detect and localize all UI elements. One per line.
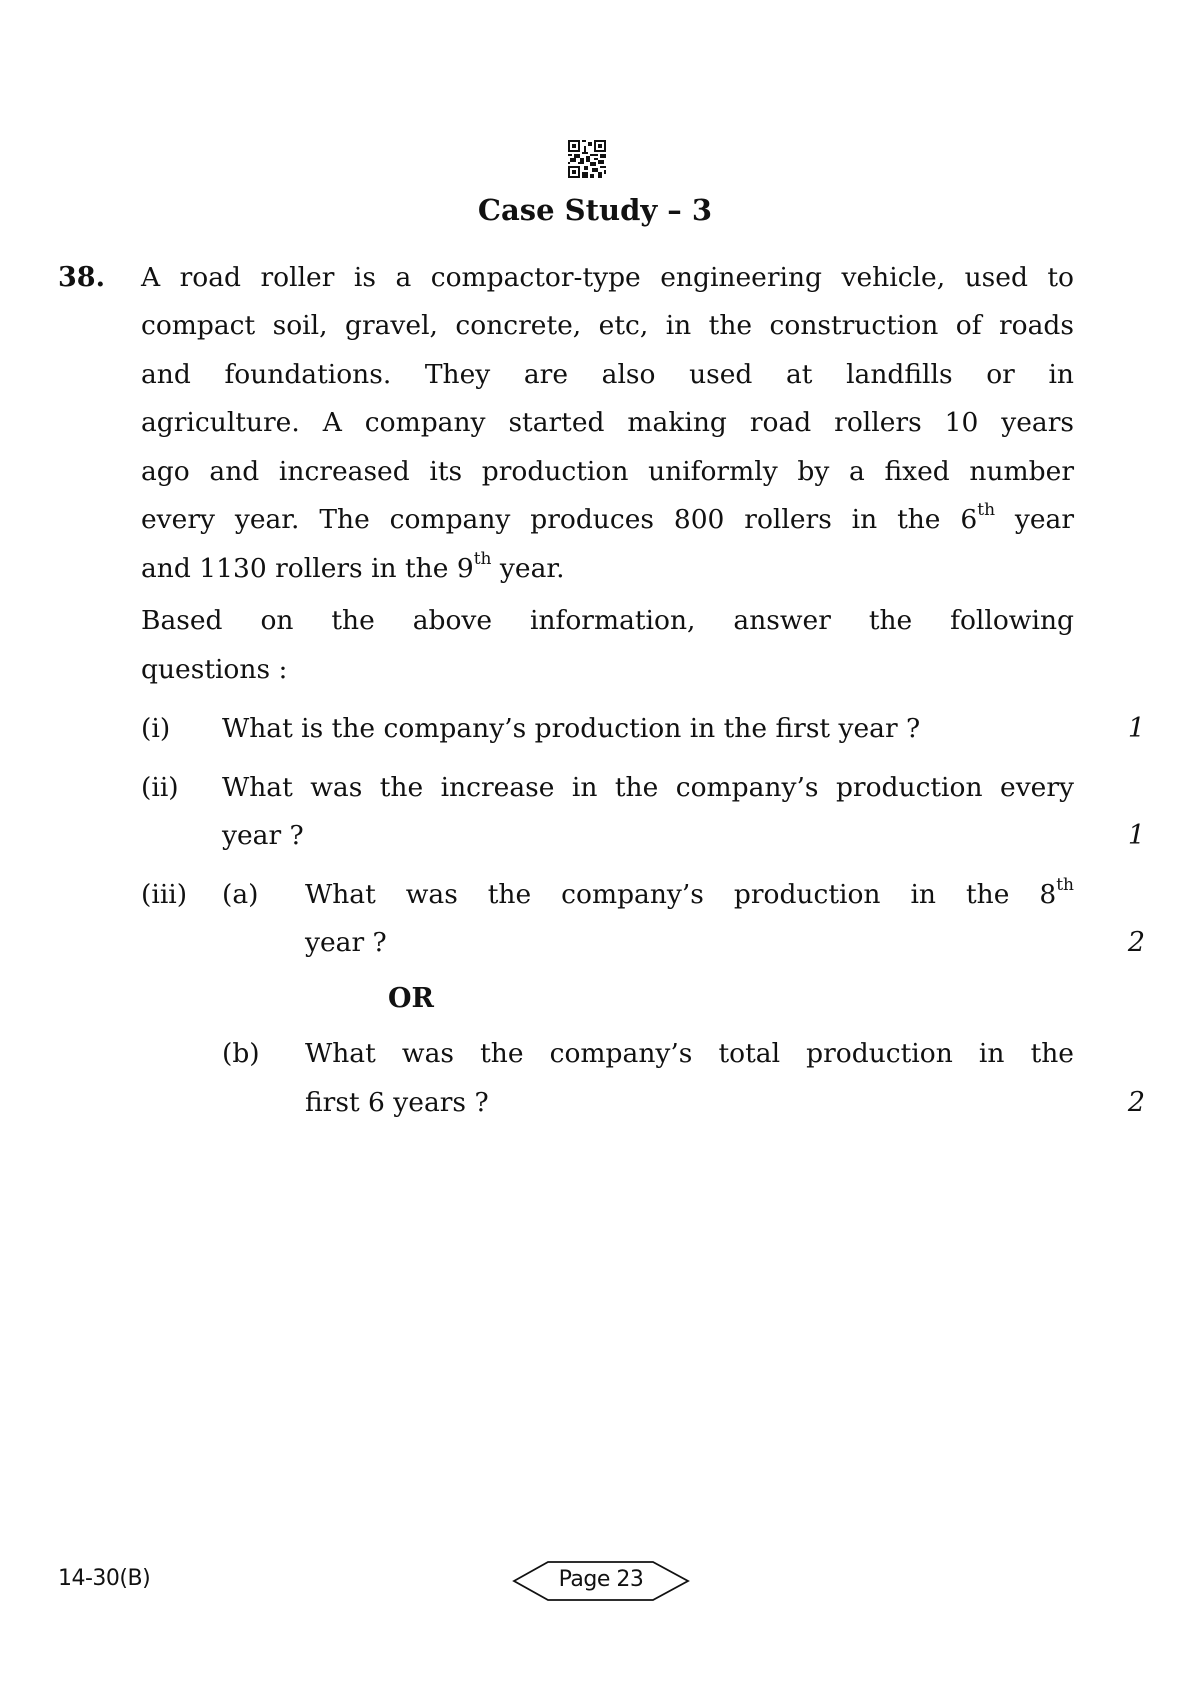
instruction-line: questions : — [141, 654, 288, 685]
ordinal-suffix: th — [473, 549, 492, 570]
subquestion-text: What was the company’s total production in the — [305, 1038, 1074, 1069]
marks: 2 — [1127, 927, 1145, 958]
subquestion-text: first 6 years ? — [305, 1087, 489, 1118]
passage-line — [141, 500, 1074, 540]
passage-text: and 1130 rollers in the 9 — [141, 553, 474, 584]
subquestion-label: (iii) — [141, 879, 188, 910]
option-label: (a) — [222, 879, 259, 910]
question-number: 38. — [58, 262, 105, 293]
marks: 1 — [1127, 820, 1145, 851]
subquestion-label: (ii) — [141, 772, 179, 803]
passage-line: compact soil, gravel, concrete, etc, in the construction of roads — [141, 310, 1074, 341]
instruction-line: Based on the above information, answer the following — [141, 605, 1074, 636]
subquestion-text — [305, 875, 1074, 915]
passage-line: agriculture. A company started making road rollers 10 years — [141, 407, 1074, 438]
passage-line — [141, 549, 1074, 589]
option-label: (b) — [222, 1038, 260, 1069]
paper-code: 14-30(B) — [58, 1566, 151, 1591]
passage-text: year — [995, 504, 1075, 535]
passage-line: and foundations. They are also used at landfills or in — [141, 359, 1074, 390]
subquestion-text: year ? — [222, 820, 304, 851]
subquestion-text: What is the company’s production in the first year ? — [222, 713, 921, 744]
passage-text: year. — [491, 553, 565, 584]
subquestion-text: What was the increase in the company’s production every — [222, 772, 1074, 803]
subquestion-text-part: What was the company’s production in the 8 — [305, 879, 1057, 910]
marks: 2 — [1127, 1087, 1145, 1118]
subquestion-label: (i) — [141, 713, 171, 744]
subquestion-text: year ? — [305, 927, 387, 958]
case-study-title: Case Study – 3 — [477, 193, 713, 227]
page-label: Page 23 — [558, 1567, 644, 1592]
passage-line: ago and increased its production uniformly by a fixed number — [141, 456, 1074, 487]
qr-code-icon — [568, 140, 606, 178]
ordinal-suffix: th — [1056, 875, 1074, 896]
ordinal-suffix: th — [977, 500, 996, 521]
marks: 1 — [1127, 713, 1145, 744]
passage-text: every year. The company produces 800 rollers in the 6 — [141, 504, 978, 535]
page-number-badge — [511, 1559, 691, 1603]
or-separator: OR — [388, 983, 434, 1014]
passage-line: A road roller is a compactor-type engineering vehicle, used to — [141, 262, 1074, 293]
